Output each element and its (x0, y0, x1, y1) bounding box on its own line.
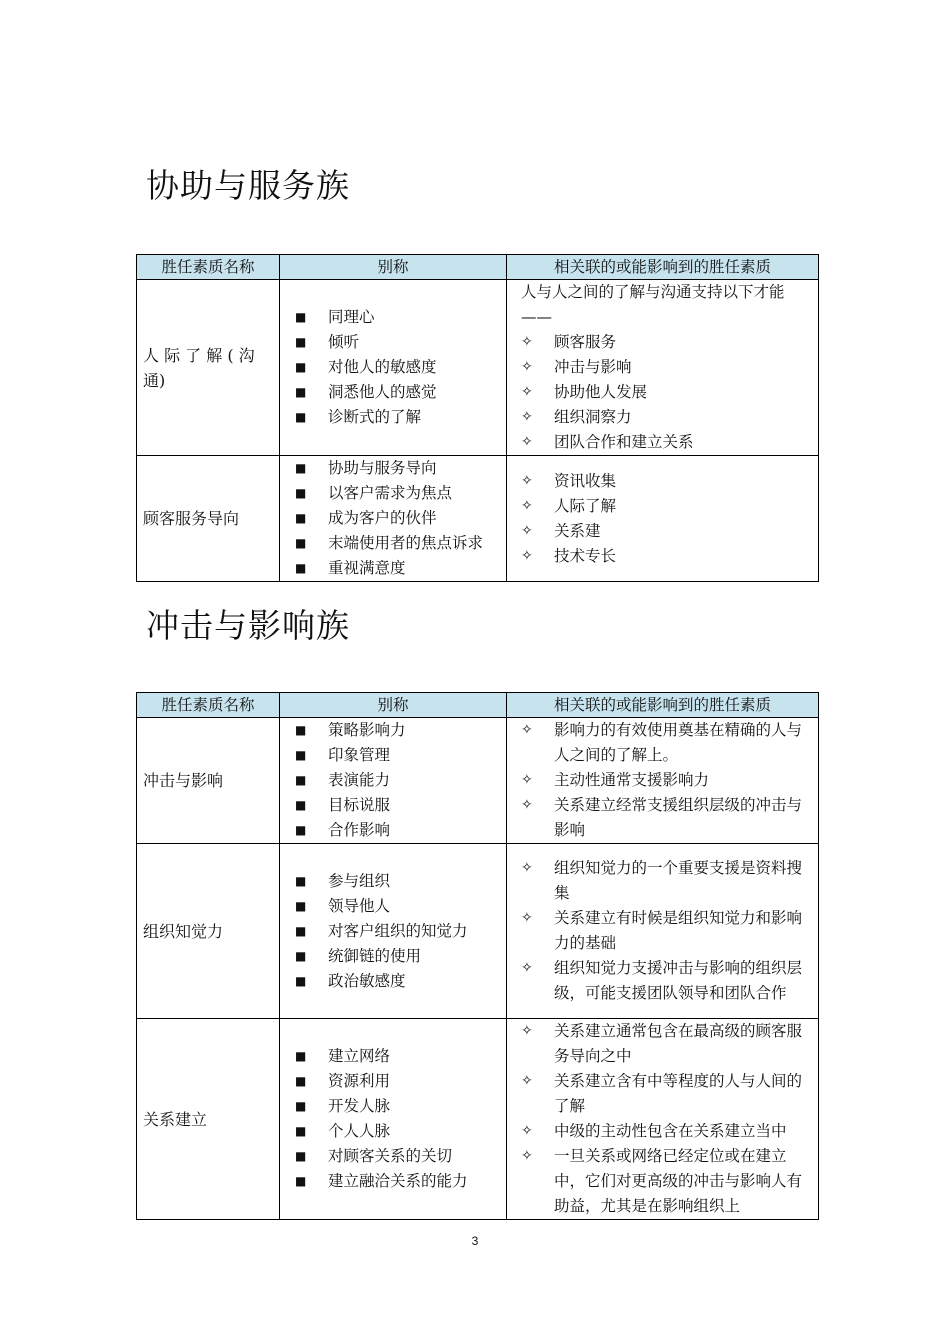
alias-item: ■ 建立网络 (286, 1044, 500, 1069)
related-item: ✧ 中级的主动性包含在关系建立当中 (513, 1119, 812, 1144)
competency-table (136, 692, 819, 1220)
header-alias: 别称 (280, 255, 507, 280)
header-name: 胜任素质名称 (137, 693, 280, 718)
alias-item: ■ 末端使用者的焦点诉求 (286, 531, 500, 556)
alias-list (286, 1044, 500, 1194)
competency-name: 组织知觉力 (137, 844, 280, 1019)
alias-item: ■ 以客户需求为焦点 (286, 481, 500, 506)
alias-list (286, 718, 500, 843)
related-item: ✧ 关系建立通常包含在最高级的顾客服务导向之中 (513, 1019, 812, 1069)
alias-item: ■ 表演能力 (286, 768, 500, 793)
competency-name: 冲击与影响 (137, 718, 280, 844)
table-row (137, 1019, 819, 1220)
table-row (137, 718, 819, 844)
alias-cell (280, 844, 507, 1019)
related-cell (507, 280, 819, 456)
alias-item: ■ 个人人脉 (286, 1119, 500, 1144)
alias-cell (280, 456, 507, 582)
table-header-row (137, 693, 819, 718)
competency-table (136, 254, 819, 582)
related-item: ✧ 关系建立含有中等程度的人与人间的了解 (513, 1069, 812, 1119)
alias-item: ■ 统御链的使用 (286, 944, 500, 969)
alias-item: ■ 同理心 (286, 305, 500, 330)
alias-cell (280, 280, 507, 456)
header-name: 胜任素质名称 (137, 255, 280, 280)
related-list (513, 718, 812, 843)
alias-item: ■ 协助与服务导向 (286, 456, 500, 481)
related-item: ✧ 关系建立有时候是组织知觉力和影响力的基础 (513, 906, 812, 956)
alias-item: ■ 资源利用 (286, 1069, 500, 1094)
page-number: 3 (471, 1234, 479, 1248)
related-cell (507, 844, 819, 1019)
related-list (513, 330, 812, 455)
alias-cell (280, 1019, 507, 1220)
alias-item: ■ 建立融洽关系的能力 (286, 1169, 500, 1194)
alias-item: ■ 印象管理 (286, 743, 500, 768)
section-title: 协助与服务族 (146, 166, 350, 205)
related-item: ✧ 主动性通常支援影响力 (513, 768, 812, 793)
related-item: ✧ 影响力的有效使用奠基在精确的人与人之间的了解上。 (513, 718, 812, 768)
related-list (513, 469, 812, 569)
header-related: 相关联的或能影响到的胜任素质 (507, 255, 819, 280)
alias-item: ■ 合作影响 (286, 818, 500, 843)
related-item: ✧ 冲击与影响 (513, 355, 812, 380)
alias-item: ■ 诊断式的了解 (286, 405, 500, 430)
competency-name: 人 际 了 解 ( 沟通) (137, 280, 280, 456)
alias-item: ■ 对他人的敏感度 (286, 355, 500, 380)
header-alias: 别称 (280, 693, 507, 718)
related-item: ✧ 协助他人发展 (513, 380, 812, 405)
header-related: 相关联的或能影响到的胜任素质 (507, 693, 819, 718)
related-item: ✧ 关系建立经常支援组织层级的冲击与影响 (513, 793, 812, 843)
alias-item: ■ 倾听 (286, 330, 500, 355)
related-item: ✧ 组织知觉力的一个重要支援是资料搜集 (513, 856, 812, 906)
related-item: ✧ 人际了解 (513, 494, 812, 519)
competency-name: 关系建立 (137, 1019, 280, 1220)
related-item: ✧ 组织知觉力支援冲击与影响的组织层级，可能支援团队领导和团队合作 (513, 956, 812, 1006)
alias-item: ■ 对客户组织的知觉力 (286, 919, 500, 944)
section-title: 冲击与影响族 (146, 606, 350, 645)
related-item: ✧ 关系建 (513, 519, 812, 544)
alias-list (286, 305, 500, 430)
related-item: ✧ 技术专长 (513, 544, 812, 569)
related-item: ✧ 资讯收集 (513, 469, 812, 494)
related-item: ✧ 顾客服务 (513, 330, 812, 355)
competency-name: 顾客服务导向 (137, 456, 280, 582)
alias-item: ■ 洞悉他人的感觉 (286, 380, 500, 405)
related-cell (507, 1019, 819, 1220)
table-row (137, 456, 819, 582)
table-row (137, 844, 819, 1019)
related-item: ✧ 组织洞察力 (513, 405, 812, 430)
table-header-row (137, 255, 819, 280)
alias-cell (280, 718, 507, 844)
alias-item: ■ 对顾客关系的关切 (286, 1144, 500, 1169)
table-row (137, 280, 819, 456)
related-cell (507, 718, 819, 844)
related-item: ✧ 团队合作和建立关系 (513, 430, 812, 455)
alias-item: ■ 开发人脉 (286, 1094, 500, 1119)
related-item: ✧ 一旦关系或网络已经定位或在建立中，它们对更高级的冲击与影响人有助益，尤其是在影响组织上 (513, 1144, 812, 1219)
alias-item: ■ 政治敏感度 (286, 969, 500, 994)
alias-item: ■ 目标说服 (286, 793, 500, 818)
related-list (513, 1019, 812, 1219)
alias-list (286, 869, 500, 994)
related-cell (507, 456, 819, 582)
alias-item: ■ 领导他人 (286, 894, 500, 919)
related-intro: 人与人之间的了解与沟通支持以下才能—— (521, 283, 785, 326)
alias-list (286, 456, 500, 581)
alias-item: ■ 参与组织 (286, 869, 500, 894)
alias-item: ■ 策略影响力 (286, 718, 500, 743)
alias-item: ■ 成为客户的伙伴 (286, 506, 500, 531)
alias-item: ■ 重视满意度 (286, 556, 500, 581)
related-list (513, 856, 812, 1006)
